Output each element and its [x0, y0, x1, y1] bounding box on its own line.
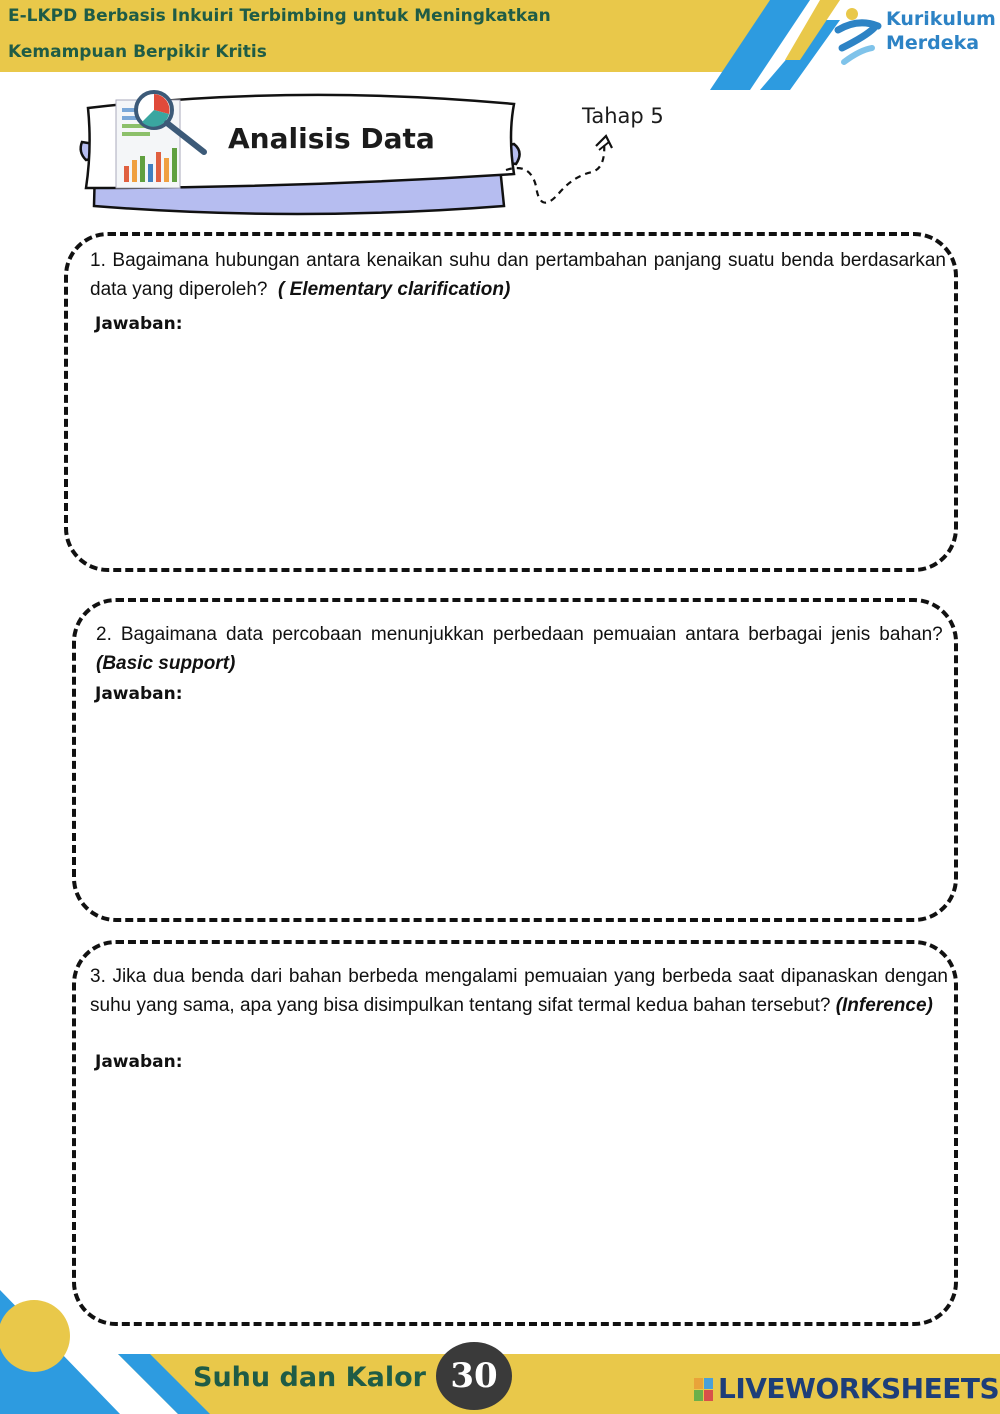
liveworksheets-logo-icon	[694, 1378, 714, 1402]
footer-title: Suhu dan Kalor	[193, 1362, 426, 1393]
answer-label-1: Jawaban:	[95, 314, 183, 334]
kurikulum-merdeka-logo-icon	[832, 4, 884, 68]
logo-text-line2: Merdeka	[886, 32, 980, 54]
stage-label: Tahap 5	[582, 104, 664, 128]
question-2-criterion: (Basic support)	[96, 653, 236, 674]
question-1-text	[90, 246, 946, 304]
answer-label-2: Jawaban:	[95, 684, 183, 704]
question-box-3	[72, 940, 958, 1326]
liveworksheets-brand: LIVEWORKSHEETS	[718, 1372, 1000, 1405]
question-2-body: 2. Bagaimana data percobaan menunjukkan perbedaan pemuaian antara berbagai jenis bahan?	[96, 624, 943, 645]
question-1-body: 1. Bagaimana hubungan antara kenaikan suhu dan pertambahan panjang suatu benda berdasarkan data yang diperoleh?	[90, 250, 946, 300]
page-number: 30	[450, 1356, 498, 1396]
question-box-2	[72, 598, 958, 922]
dashed-arrow-icon	[500, 128, 630, 218]
header-title-line1: E-LKPD Berbasis Inkuiri Terbimbing untuk Meningkatkan	[8, 6, 551, 26]
section-title: Analisis Data	[228, 122, 435, 155]
data-analysis-icon	[106, 86, 216, 198]
question-3-text	[90, 962, 948, 1020]
page-number-badge	[436, 1342, 512, 1410]
logo-text-line1: Kurikulum	[886, 8, 996, 30]
header-title-line2: Kemampuan Berpikir Kritis	[8, 42, 267, 62]
question-1-criterion: ( Elementary clarification)	[278, 279, 511, 300]
question-2-text	[96, 620, 948, 678]
answer-label-3: Jawaban:	[95, 1052, 183, 1072]
question-3-criterion: (Inference)	[835, 995, 933, 1016]
question-box-1	[64, 232, 958, 572]
question-3-body: 3. Jika dua benda dari bahan berbeda mengalami pemuaian yang berbeda saat dipanaskan dengan suhu yang sama, apa yang bisa disimpulkan tentang sifat termal kedua bahan tersebut?	[90, 966, 948, 1016]
